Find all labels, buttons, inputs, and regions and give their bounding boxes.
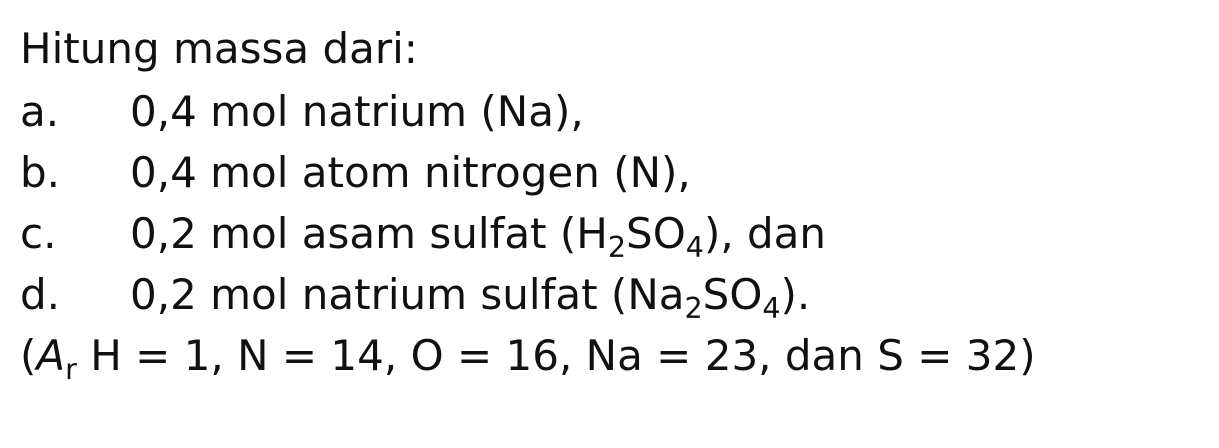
- formula-subscript: 4: [685, 230, 704, 265]
- formula-subscript: 2: [607, 230, 627, 265]
- item-letter: b.: [20, 148, 61, 197]
- atomic-mass-values: H = 1, N = 14, O = 16, Na = 23, dan S = 32): [76, 331, 1036, 380]
- item-text: 0,4 mol atom nitrogen (N),: [130, 148, 691, 197]
- formula-subscript: 2: [684, 291, 703, 326]
- item-text-before: 0,2 mol asam sulfat (H: [130, 209, 608, 258]
- list-item-d: [20, 264, 1210, 325]
- formula-middle: SO: [702, 270, 763, 319]
- problem-title: Hitung massa dari:: [20, 24, 418, 73]
- list-item-b: [20, 142, 1210, 203]
- atomic-mass-note: [20, 325, 1210, 386]
- item-text-after: ).: [780, 270, 811, 319]
- formula-subscript: 4: [762, 291, 781, 326]
- list-item-a: [20, 81, 1210, 142]
- relative-atomic-mass-symbol: A: [36, 331, 66, 380]
- symbol-subscript: r: [65, 352, 77, 387]
- problem-document: [20, 18, 1210, 386]
- item-text: 0,4 mol natrium (Na),: [130, 87, 584, 136]
- note-open-paren: (: [20, 331, 37, 380]
- item-letter: a.: [20, 87, 60, 136]
- item-letter: c.: [20, 209, 57, 258]
- item-text-before: 0,2 mol natrium sulfat (Na: [130, 270, 685, 319]
- item-text-after: ), dan: [703, 209, 827, 258]
- item-letter: d.: [20, 270, 61, 319]
- list-item-c: [20, 203, 1210, 264]
- formula-middle: SO: [626, 209, 686, 258]
